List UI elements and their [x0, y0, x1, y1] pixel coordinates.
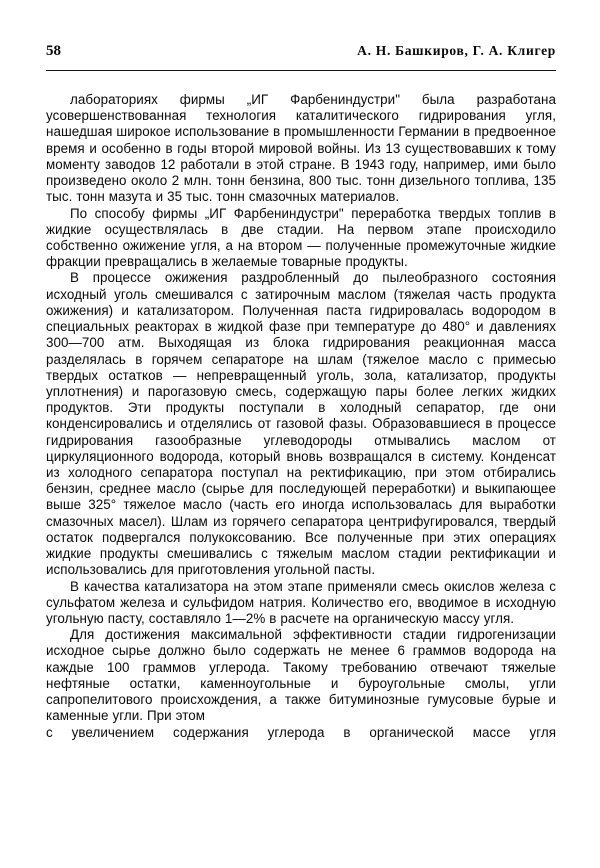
paragraph: В качества катализатора на этом этапе применяли смесь окислов железа с сульфатом железа и сульфидом натрия. Количество его, вводимое в исходную угольную пасту, составляло 1—2% в расчете на органическую массу угля.: [46, 578, 556, 626]
paragraph: лабораториях фирмы „ИГ Фарбениндустри" была разработана усовершенствованная технология каталитического гидрирования угля, нашедшая широкое использование в промышленности Германии в предвоенное время и особенно в годы второй мировой войны. Из 13 существовавших к тому моменту заводов 12 работали в этой стране. В 1943 году, например, ими было произведено около 2 млн. тонн бензина, 800 тыс. тонн дизельного топлива, 135 тыс. тонн мазута и 35 тыс. тонн смазочных материалов.: [46, 92, 556, 205]
paragraph-cut-line: с увеличением содержания углерода в органической массе угля: [46, 724, 556, 740]
running-head: [46, 44, 556, 66]
paragraph-body: Для достижения максимальной эффективности стадии гидрогенизации исходное сырье должно было содержать не менее 6 граммов водорода на каждые 100 граммов углерода. Такому требованию отвечают тяжелые нефтяные остатки, каменноугольные и буроугольные смолы, угли сапропелитового происхождения, а также битуминозные гумусовые бурые и каменные угли. При этом: [46, 627, 556, 724]
page-number: 58: [46, 43, 61, 59]
running-head-authors: А. Н. Башкиров, Г. А. Клигер: [357, 43, 556, 58]
paragraph-truncated: [46, 627, 556, 757]
paragraph: По способу фирмы „ИГ Фарбениндустри" переработка твердых топлив в жидкие осуществлялась в две стадии. На первом этапе происходило собственно ожижение угля, а на втором — полученные промежуточные жидкие фракции превращались в желаемые товарные продукты.: [46, 205, 556, 270]
body-text-column: [46, 92, 556, 757]
header-rule: [46, 70, 556, 71]
paragraph: В процессе ожижения раздробленный до пылеобразного состояния исходный уголь смешивался с затирочным маслом (тяжелая часть продукта ожижения) и катализатором. Полученная паста гидрировалась водородом в специальных реакторах в жидкой фазе при температуре до 480° и давлениях 300—700 атм. Выходящая из блока гидрирования реакционная масса разделялась в горячем сепараторе на шлам (тяжелое масло с примесью твердых остатков — непревращенный уголь, зола, катализатор, продукты уплотнения) и парогазовую смесь, содержащую пары более легких жидких продуктов. Эти продукты поступали в холодный сепаратор, где они конденсировались и отделялись от газовой фазы. Образовавшиеся в процессе гидрирования газообразные углеводороды отмывались маслом от циркуляционного водорода, который вновь возвращался в систему. Конденсат из холодного сепаратора поступал на ректификацию, при этом отбирались бензин, среднее масло (сырье для последующей переработки) и выкипающее выше 325° тяжелое масло (часть его иногда использовалась для выработки смазочных масел). Шлам из горячего сепаратора центрифугировался, твердый остаток подвергался полукоксованию. Все полученные при этих операциях жидкие продукты смешивались с тяжелым маслом стадии ректификации и использовались для приготовления угольной пасты.: [46, 270, 556, 578]
